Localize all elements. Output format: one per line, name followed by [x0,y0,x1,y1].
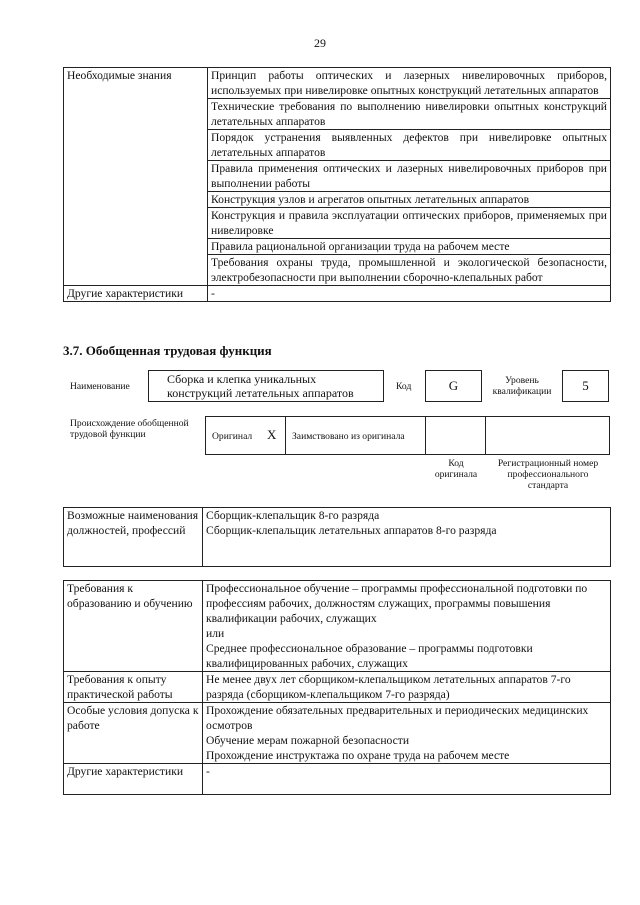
requirement-line: или [206,627,225,640]
requirement-line: Среднее профессиональное образование – программы подготовки квалифицированных рабочих, служащих [206,642,533,670]
job-titles-label: Возможные наименования должностей, профессий [64,508,203,567]
requirement-line: - [206,765,210,778]
table-row [64,286,611,302]
gtf-code-original-caption: Код оригинала [434,458,478,480]
job-titles-table [63,507,611,567]
job-title-line: Сборщик-клепальщик 8-го разряда [206,509,380,522]
origin-table [205,416,610,455]
gtf-level-label: Уровень квалификации [492,375,552,397]
requirement-line: Профессиональное обучение – программы профессиональной подготовки по профессиям рабочих, должностям служащих, программы повышения квалификации рабочих, служащих [206,582,588,625]
admission-value [203,703,611,764]
knowledge-item: Принцип работы оптических и лазерных нивелировочных приборов, используемых при нивелировке опытных конструкций летательных аппаратов [208,68,611,99]
requirement-line: Обучение мерам пожарной безопасности [206,734,410,747]
knowledge-item: Требования охраны труда, промышленной и экологической безопасности, электробезопасности при выполнении сборочно-клепальных работ [208,255,611,286]
requirement-line: Прохождение инструктажа по охране труда на рабочем месте [206,749,510,762]
table-row [64,764,611,795]
requirement-line: Не менее двух лет сборщиком-клепальщиком летательных аппаратов 7-го разряда (сборщиком-клепальщиком 7-го разряда) [206,673,571,701]
knowledge-label: Необходимые знания [64,68,208,286]
page-number: 29 [314,36,326,50]
gtf-reg-number-caption: Регистрационный номер профессионального стандарта [497,458,599,491]
knowledge-item: Технические требования по выполнению нивелировки опытных конструкций летательных аппаратов [208,99,611,130]
gtf-original-mark: X [267,427,277,442]
job-title-line: Сборщик-клепальщик летательных аппаратов 8-го разряда [206,524,497,537]
other-characteristics-value: - [208,286,611,302]
table-row [64,672,611,703]
requirements-table [63,580,611,795]
section-title: 3.7. Обобщенная трудовая функция [63,343,272,358]
gtf-borrowed-label: Заимствовано из оригинала [292,431,405,442]
knowledge-item: Правила рациональной организации труда на рабочем месте [208,239,611,255]
gtf-level-value: 5 [562,370,609,402]
other-characteristics-label: Другие характеристики [64,286,208,302]
job-titles-value [203,508,611,567]
gtf-code-value: G [425,370,482,402]
education-label: Требования к образованию и обучению [64,581,203,672]
other-label: Другие характеристики [64,764,203,795]
knowledge-item: Порядок устранения выявленных дефектов при нивелировке опытных летательных аппаратов [208,130,611,161]
gtf-original-label: Оригинал [212,431,253,442]
education-value [203,581,611,672]
knowledge-item: Конструкция и правила эксплуатации оптических приборов, применяемых при нивелировке [208,208,611,239]
other-value [203,764,611,795]
table-row [64,581,611,672]
knowledge-item: Конструкция узлов и агрегатов опытных летательных аппаратов [208,192,611,208]
origin-divider [285,416,286,455]
table-row [64,508,611,567]
gtf-name-value: Сборка и клепка уникальных конструкций летательных аппаратов [148,370,384,402]
table-row [64,703,611,764]
origin-divider [485,416,486,455]
table-row [64,68,611,99]
experience-value [203,672,611,703]
origin-divider [425,416,426,455]
experience-label: Требования к опыту практической работы [64,672,203,703]
gtf-origin-label: Происхождение обобщенной трудовой функции [70,418,189,440]
requirement-line: Прохождение обязательных предварительных и периодических медицинских осмотров [206,704,589,732]
admission-label: Особые условия допуска к работе [64,703,203,764]
knowledge-item: Правила применения оптических и лазерных нивелировочных приборов при выполнении работы [208,161,611,192]
gtf-name-label: Наименование [70,381,130,392]
knowledge-table [63,67,611,302]
gtf-code-label: Код [396,381,412,392]
